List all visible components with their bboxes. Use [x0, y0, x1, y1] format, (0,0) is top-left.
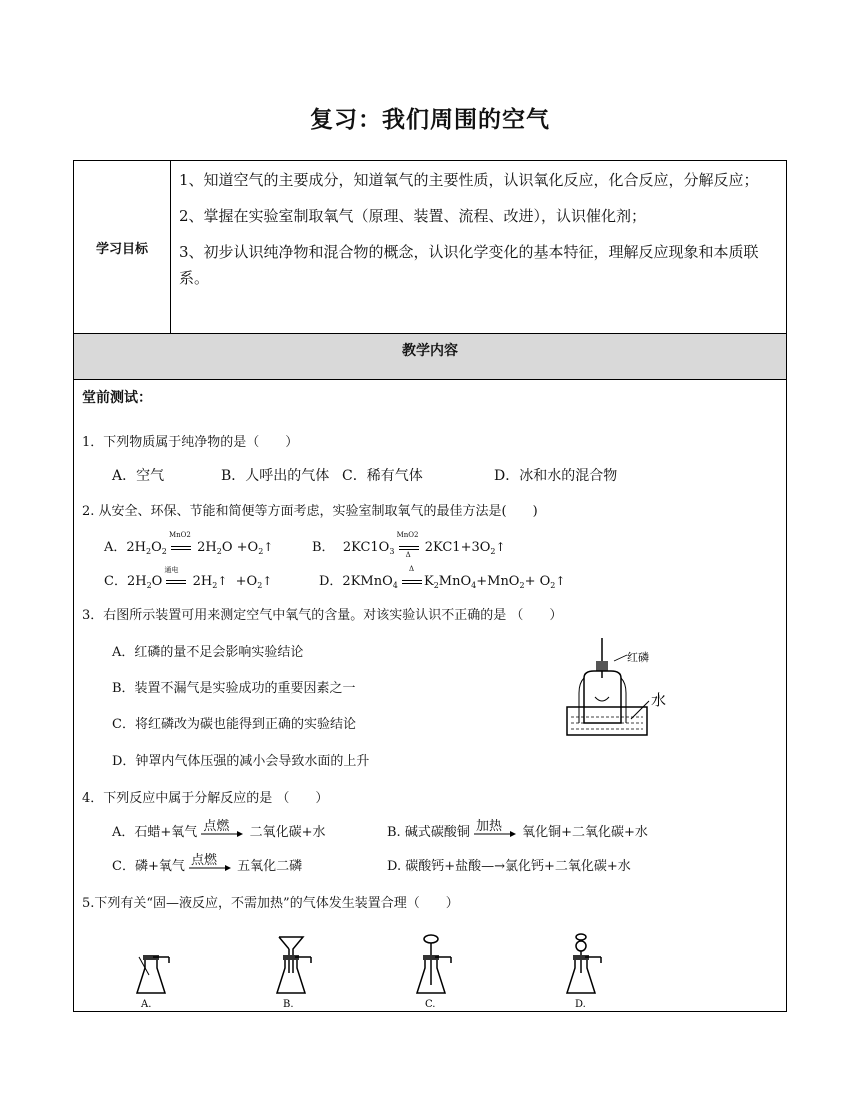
q1-option-a: A．空气 — [112, 468, 165, 484]
learning-goals-label: 学习目标 — [74, 161, 171, 333]
goal-item: 1、知道空气的主要成分，知道氧气的主要性质，认识氧化反应，化合反应，分解反应； — [179, 171, 759, 189]
learning-goals-row — [74, 161, 786, 334]
q3-option-a: A．红磷的量不足会影响实验结论 — [112, 645, 304, 660]
q3-option-d: D．钟罩内气体压强的减小会导致水面的上升 — [112, 754, 370, 769]
q1-option-d: D．冰和水的混合物 — [494, 468, 618, 484]
q3-option-b: B．装置不漏气是实验成功的重要因素之一 — [112, 681, 356, 696]
teaching-content-header: 教学内容 — [74, 334, 786, 380]
q4-option-b: B. 碱式碳酸铜 加热 氧化铜+二氧化碳+水 — [387, 818, 648, 840]
apparatus-b-icon — [277, 937, 311, 1010]
q5-stem: 5.下列有关“固—液反应，不需加热”的气体发生装置合理（ ） — [82, 896, 459, 911]
gas-generator-apparatus-figures — [129, 933, 609, 1011]
q2-option-d: D．2KMnO$_4$ Δ $K_2MnO_4+MnO_2+$ $O_2↑$ — [319, 564, 566, 590]
goal-item: 3、初步认识纯净物和混合物的概念，认识化学变化的基本特征，理解反应现象和本质联系。 — [179, 243, 759, 287]
apparatus-a-icon — [137, 955, 169, 1010]
learning-goals-list — [179, 167, 777, 301]
worksheet-table — [73, 160, 787, 1012]
q4-option-d: D. 碳酸钙+盐酸—→氯化钙+二氧化碳+水 — [387, 859, 631, 874]
q1-option-c: C．稀有气体 — [342, 468, 423, 484]
bell-jar-apparatus-figure — [559, 633, 709, 743]
q4-option-c: C．磷+氧气 点燃 五氧化二磷 — [112, 852, 303, 874]
apparatus-d-icon — [567, 934, 601, 1010]
page-title: 复习：我们周围的空气 — [310, 107, 550, 133]
q3-stem: 3．右图所示装置可用来测定空气中氧气的含量。对该实验认识不正确的是 （ ） — [82, 608, 563, 623]
svg-text:C.: C. — [425, 999, 436, 1010]
svg-text:D.: D. — [575, 999, 586, 1010]
q3-option-c: C．将红磷改为碳也能得到正确的实验结论 — [112, 717, 356, 732]
q1-stem: 1．下列物质属于纯净物的是（ ） — [82, 435, 299, 450]
q2-option-b: B． $2KC1O_3$ MnO2 Δ $2KC1+3O_2↑$ — [312, 530, 506, 559]
q2-option-a: A．$2H_2O_2$ MnO2 $2H_2O$ $+O_2↑$ — [104, 530, 274, 556]
red-phosphorus-label: 红磷 — [627, 651, 649, 664]
q4-option-a: A．石蜡+氧气 点燃 二氧化碳+水 — [112, 818, 326, 840]
q4-stem: 4．下列反应中属于分解反应的是 （ ） — [82, 791, 329, 806]
q1-option-b: B．人呼出的气体 — [221, 468, 330, 484]
svg-text:A.: A. — [141, 999, 152, 1010]
pretest-label: 堂前测试： — [82, 390, 152, 406]
q2-option-c: C．$2H_2O$ 通电 $2H_2↑$ $+O_2↑$ — [104, 565, 273, 590]
goal-item: 2、掌握在实验室制取氧气（原理、装置、流程、改进），认识催化剂； — [179, 207, 647, 225]
water-label: 水 — [651, 691, 667, 709]
q2-stem: 2. 从安全、环保、节能和简便等方面考虑，实验室制取氧气的最佳方法是( ) — [82, 504, 538, 519]
apparatus-c-icon — [417, 935, 451, 1010]
svg-text:B.: B. — [283, 999, 294, 1010]
